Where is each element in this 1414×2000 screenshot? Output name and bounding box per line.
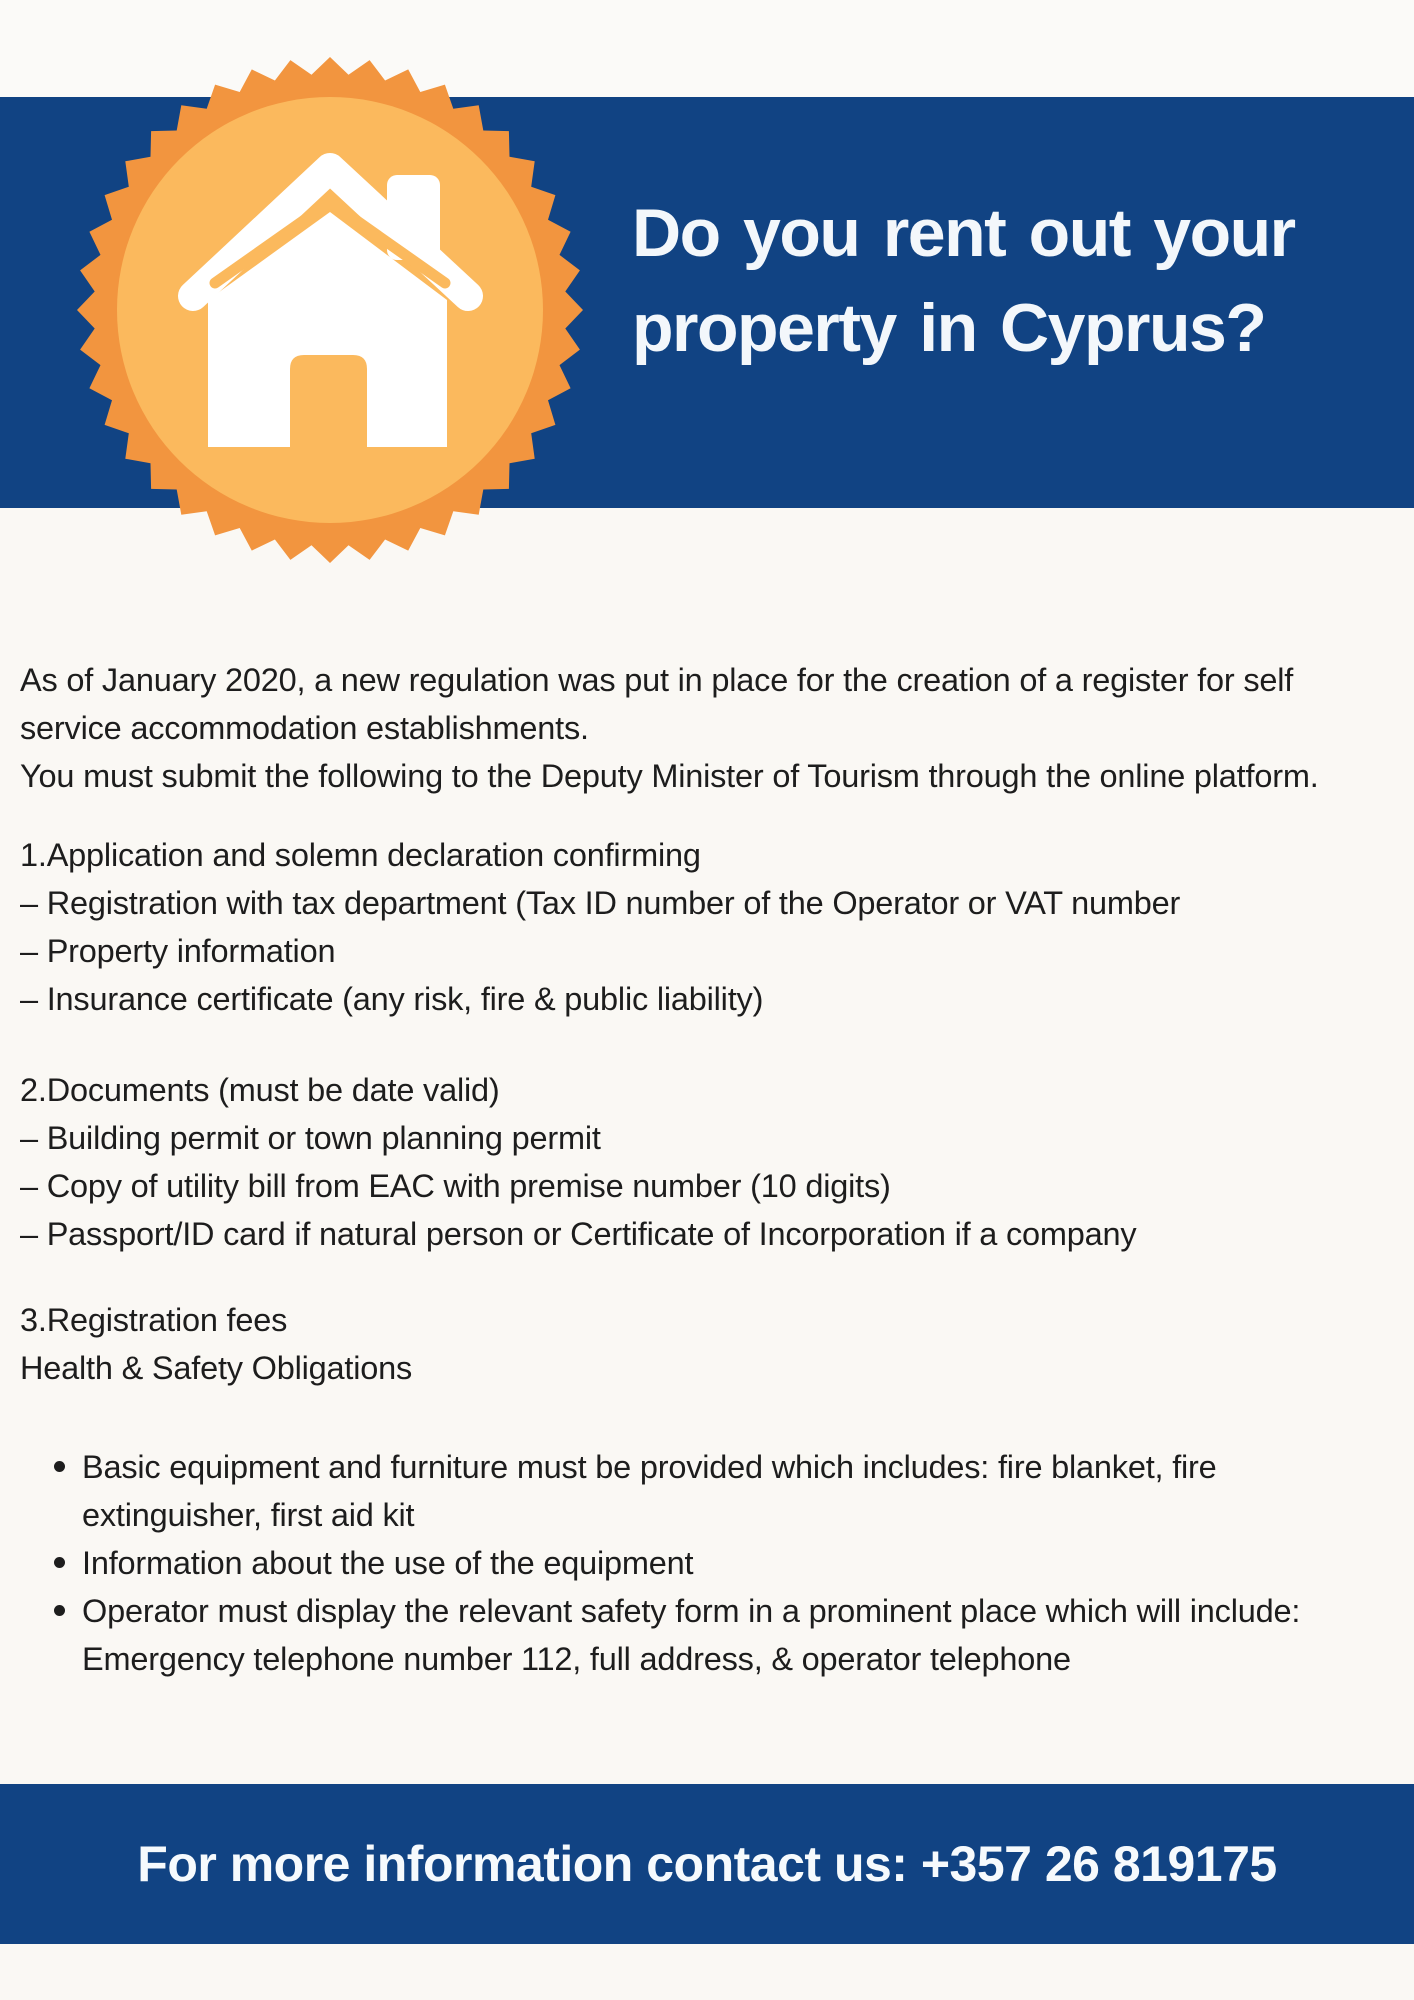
- intro-paragraph-1: As of January 2020, a new regulation was put in place for the creation of a register for self service accommodation establishments.: [20, 662, 1294, 746]
- intro-paragraph-2: You must submit the following to the Deputy Minister of Tourism through the online platform.: [20, 758, 1319, 794]
- badge-seal-graphic: [77, 57, 583, 563]
- section-1-item-1: – Registration with tax department (Tax ID number of the Operator or VAT number: [20, 885, 1181, 921]
- title-line-2: property in Cyprus?: [632, 290, 1266, 366]
- section-2-item-3: – Passport/ID card if natural person or Certificate of Incorporation if a company: [20, 1216, 1137, 1252]
- section-2-item-1: – Building permit or town planning permit: [20, 1120, 601, 1156]
- title-line-1: Do you rent out your: [632, 195, 1295, 271]
- section-1-title: 1.Application and solemn declaration confirming: [20, 837, 701, 873]
- bullet-item-3: [82, 1587, 1374, 1683]
- page-title: [632, 186, 1295, 376]
- section-1-item-3: – Insurance certificate (any risk, fire & public liability): [20, 981, 764, 1017]
- bullet-item-2-text: Information about the use of the equipment: [82, 1545, 694, 1581]
- section-3-title: 3.Registration fees: [20, 1302, 288, 1338]
- section-2-item-2: – Copy of utility bill from EAC with premise number (10 digits): [20, 1168, 891, 1204]
- badge-seal: [77, 57, 583, 563]
- footer-banner: [0, 1784, 1414, 1944]
- bullet-item-3-text: Operator must display the relevant safety form in a prominent place which will include: Emergency telephone number 112, full address, & operator telephone: [82, 1593, 1301, 1677]
- section-application: [20, 831, 1394, 1023]
- section-documents: [20, 1066, 1394, 1258]
- section-2-title: 2.Documents (must be date valid): [20, 1072, 500, 1108]
- bullet-item-1-text: Basic equipment and furniture must be provided which includes: fire blanket, fire extinguisher, first aid kit: [82, 1449, 1217, 1533]
- section-fees: [20, 1296, 1394, 1392]
- section-1-item-2: – Property information: [20, 933, 336, 969]
- bullet-item-1: [82, 1443, 1374, 1539]
- footer-contact-text: For more information contact us: +357 26 819175: [137, 1836, 1277, 1892]
- bullet-item-2: [82, 1539, 1374, 1587]
- body-content: [20, 656, 1394, 1683]
- safety-bullet-list: [20, 1443, 1394, 1683]
- section-3-subtitle: Health & Safety Obligations: [20, 1350, 413, 1386]
